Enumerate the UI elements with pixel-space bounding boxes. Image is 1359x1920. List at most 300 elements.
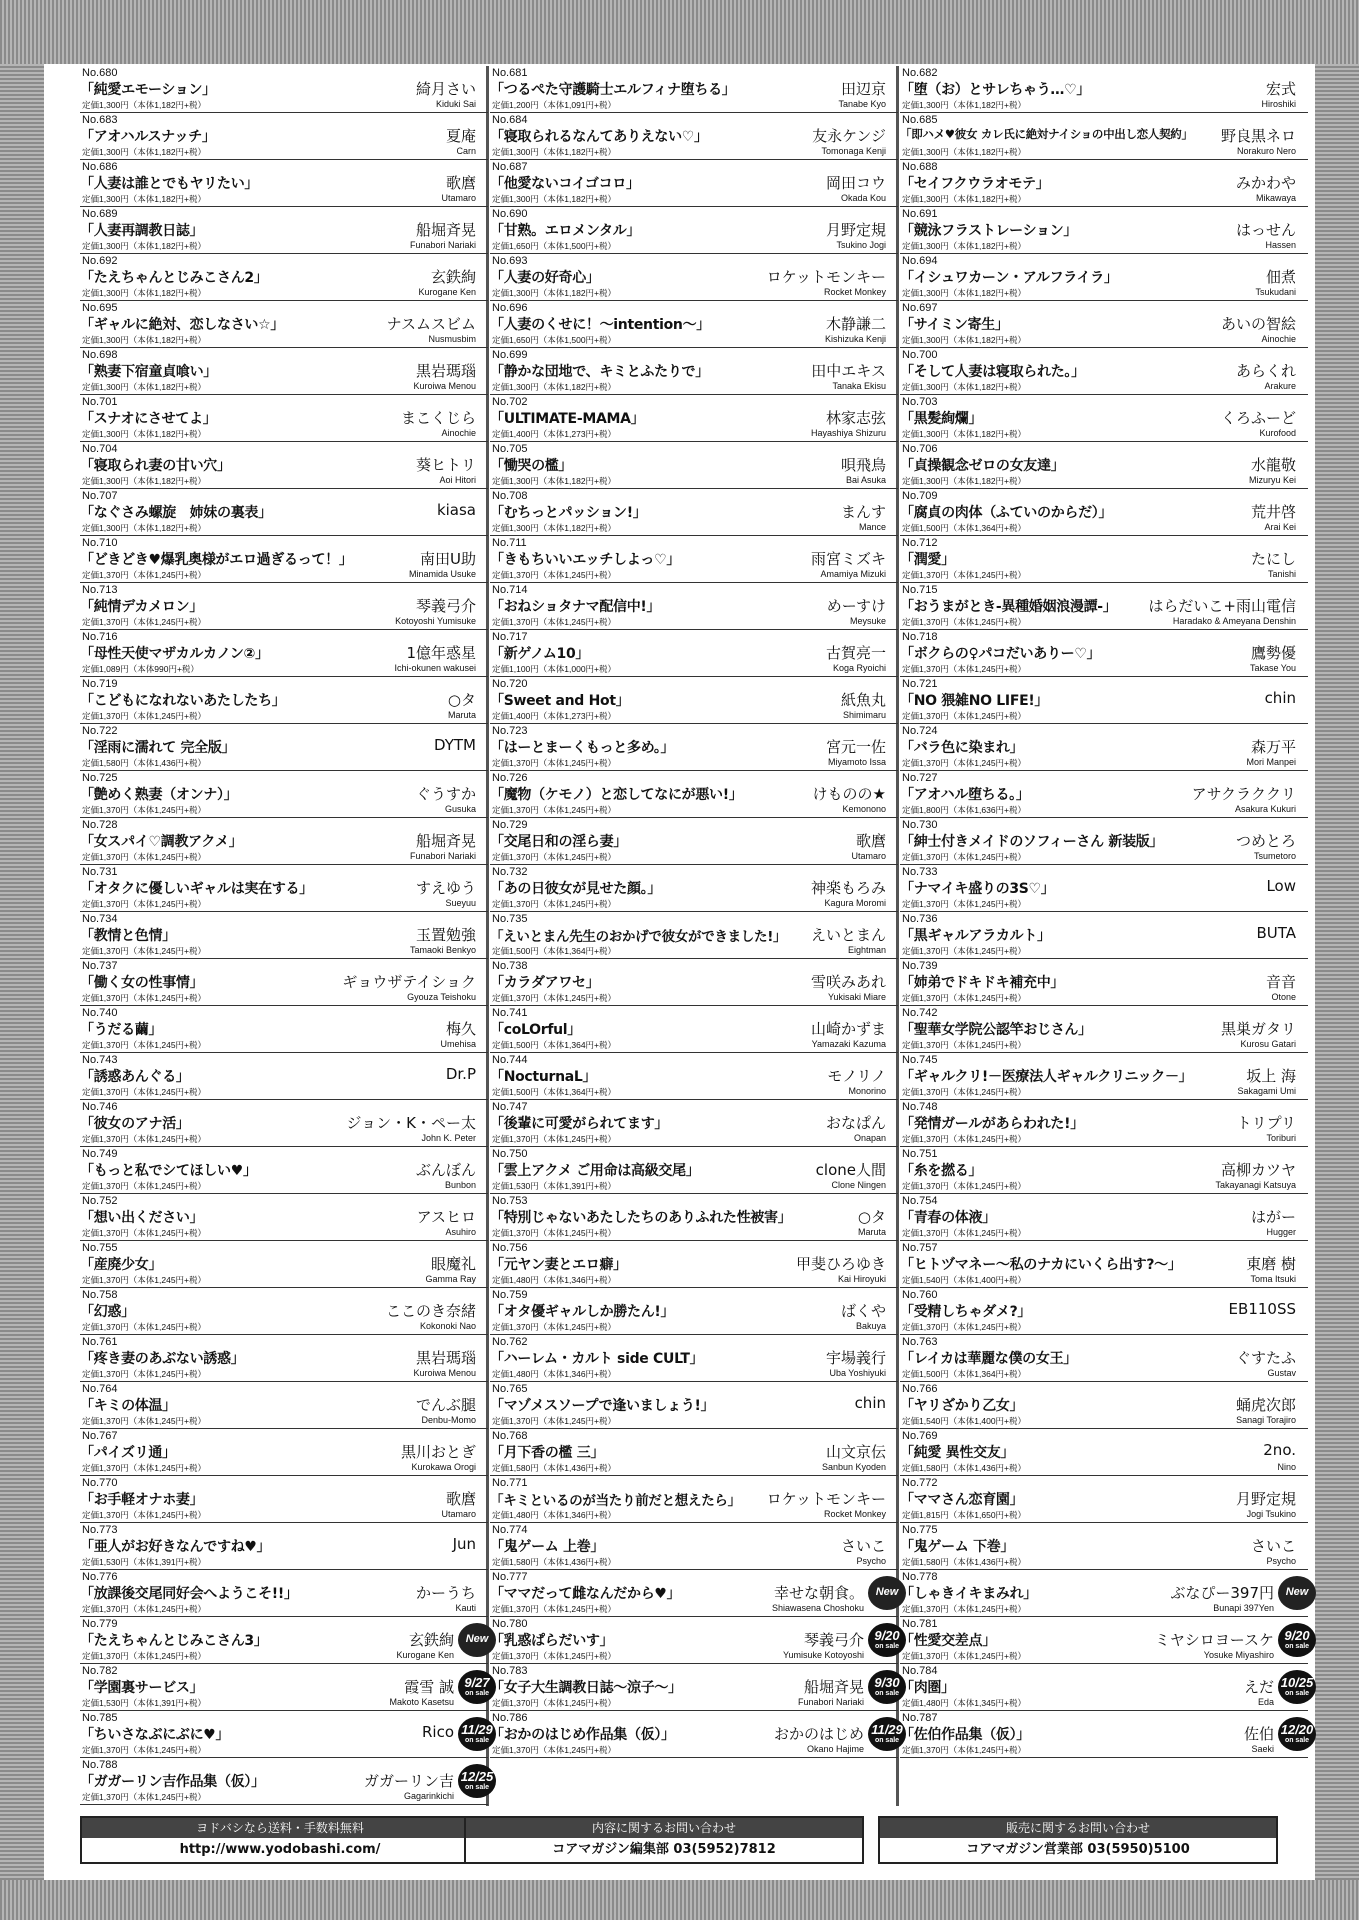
entry-price: 定価1,300円（本体1,182円+税） <box>82 335 207 345</box>
halftone-border-bottom <box>0 1880 1359 1920</box>
entry-author-romaji: Psycho <box>856 1556 886 1566</box>
entry-number: No.749 <box>82 1148 118 1160</box>
catalog-entry <box>490 395 898 442</box>
catalog-entry <box>490 959 898 1006</box>
entry-author: ばくや <box>840 1302 886 1320</box>
entry-number: No.758 <box>82 1289 118 1301</box>
entry-number: No.782 <box>82 1665 118 1677</box>
entry-number: No.771 <box>492 1477 528 1489</box>
entry-price: 定価1,089円（本体990円+税） <box>82 664 199 674</box>
catalog-entry <box>80 348 488 395</box>
entry-price: 定価1,370円（本体1,245円+税） <box>492 1745 617 1755</box>
catalog-entry <box>900 1711 1314 1758</box>
catalog-entry <box>900 489 1308 536</box>
entry-price: 定価1,300円（本体1,182円+税） <box>902 382 1027 392</box>
catalog-entry <box>80 1711 493 1758</box>
entry-author-romaji: Bunapi 397Yen <box>1213 1603 1274 1613</box>
catalog-column-2 <box>490 66 903 1806</box>
entry-author: 高柳カツヤ <box>1220 1161 1296 1179</box>
entry-author: 古賀亮一 <box>825 644 886 662</box>
entry-title: 「慟哭の檻」 <box>490 458 573 474</box>
entry-number: No.773 <box>82 1524 118 1536</box>
entry-price: 定価1,300円（本体1,182円+税） <box>82 429 207 439</box>
badge-label: 10/25 <box>1280 1675 1314 1690</box>
entry-price: 定価1,580円（本体1,436円+税） <box>902 1557 1027 1567</box>
entry-price: 定価1,370円（本体1,245円+税） <box>902 758 1027 768</box>
catalog-entry <box>80 630 488 677</box>
entry-author-romaji: Koga Ryoichi <box>832 663 886 673</box>
entry-author: 岡田コウ <box>825 174 886 192</box>
entry-number: No.745 <box>902 1054 938 1066</box>
entry-number: No.750 <box>492 1148 528 1160</box>
entry-author: Low <box>1266 877 1296 895</box>
entry-number: No.747 <box>492 1101 528 1113</box>
entry-author: ギョウザテイショク <box>342 973 476 991</box>
entry-number: No.739 <box>902 960 938 972</box>
entry-author: ガガーリン吉 <box>363 1772 454 1790</box>
entry-title: 「魔物（ケモノ）と恋してなにが悪い!」 <box>490 787 743 803</box>
entry-title: 「オタ優ギャルしか勝たん!」 <box>490 1304 675 1320</box>
entry-title: 「紳士付きメイドのソフィーさん 新装版」 <box>900 834 1164 850</box>
entry-author: さいこ <box>840 1537 886 1555</box>
entry-author-romaji: Clone Ningen <box>831 1180 886 1190</box>
entry-author: 雨宮ミズキ <box>810 550 886 568</box>
badge-sublabel: on sale <box>874 1690 900 1697</box>
entry-author-romaji: Takase You <box>1249 663 1296 673</box>
catalog-entry <box>900 583 1308 630</box>
entry-number: No.688 <box>902 161 938 173</box>
entry-price: 定価1,370円（本体1,245円+税） <box>82 1651 207 1661</box>
entry-title: 「甘熟。エロメンタル」 <box>490 223 641 239</box>
entry-number: No.684 <box>492 114 528 126</box>
entry-title: 「どきどき♥爆乳奥様がエロ過ぎるって！」 <box>80 552 353 568</box>
entry-title: 「レイカは華麗な僕の女王」 <box>900 1351 1077 1367</box>
entry-author-romaji: Sanbun Kyoden <box>821 1462 886 1472</box>
entry-author: おなぱん <box>825 1114 886 1132</box>
entry-title: 「放課後交尾同好会へようこそ!!」 <box>80 1586 298 1602</box>
entry-title: 「マゾメスソープで逢いましょう!」 <box>490 1398 715 1414</box>
entry-price: 定価1,580円（本体1,436円+税） <box>902 1463 1027 1473</box>
catalog-entry <box>900 1147 1308 1194</box>
entry-price: 定価1,370円（本体1,245円+税） <box>902 617 1027 627</box>
entry-author-romaji: Haradako & Ameyana Denshin <box>1172 616 1296 626</box>
entry-author: 玄鉄絢 <box>408 1631 454 1649</box>
entry-author-romaji: Kagura Moromi <box>824 898 886 908</box>
entry-author: 1億年惑星 <box>406 644 476 662</box>
catalog-entry <box>900 1429 1308 1476</box>
catalog-entry <box>490 771 898 818</box>
entry-author: 南田U助 <box>420 550 476 568</box>
catalog-entry <box>490 865 898 912</box>
entry-author: 田中エキス <box>811 362 886 380</box>
entry-author: 東磨 樹 <box>1246 1255 1296 1273</box>
entry-number: No.732 <box>492 866 528 878</box>
entry-price: 定価1,300円（本体1,182円+税） <box>902 476 1027 486</box>
entry-author-romaji: Tsukino Jogi <box>836 240 886 250</box>
entry-price: 定価1,800円（本体1,636円+税） <box>902 805 1027 815</box>
entry-author-romaji: Tomonaga Kenji <box>821 146 886 156</box>
entry-title: 「ちいさなぶにぶに♥」 <box>80 1727 230 1743</box>
entry-author-romaji: Okano Hajime <box>806 1744 864 1754</box>
entry-title: 「女スパイ♡調教アクメ」 <box>80 834 243 850</box>
entry-price: 定価1,300円（本体1,182円+税） <box>492 382 617 392</box>
entry-author-romaji: Asakura Kukuri <box>1234 804 1296 814</box>
entry-author-romaji: Funabori Nariaki <box>409 240 476 250</box>
entry-price: 定価1,370円（本体1,245円+税） <box>902 993 1027 1003</box>
entry-number: No.744 <box>492 1054 528 1066</box>
entry-number: No.754 <box>902 1195 938 1207</box>
entry-number: No.731 <box>82 866 118 878</box>
entry-title: 「元ヤン妻とエロ癖」 <box>490 1257 627 1273</box>
entry-author: chin <box>854 1394 886 1412</box>
catalog-entry <box>490 724 898 771</box>
entry-price: 定価1,500円（本体1,364円+税） <box>492 1087 617 1097</box>
catalog-entry <box>490 1147 898 1194</box>
entry-title: 「ナマイキ盛りの3S♡」 <box>900 881 1055 897</box>
entry-author: 音音 <box>1265 973 1296 991</box>
catalog-entry <box>900 536 1308 583</box>
entry-author-romaji: Norakuro Nero <box>1236 146 1296 156</box>
entry-author-romaji: Gagarinkichi <box>403 1791 454 1801</box>
entry-author: ぐうすか <box>415 785 476 803</box>
catalog-entry <box>900 1570 1308 1617</box>
entry-author-romaji: Kurogane Ken <box>396 1650 454 1660</box>
release-date-badge <box>1278 1717 1316 1751</box>
entry-price: 定価1,480円（本体1,345円+税） <box>902 1698 1027 1708</box>
entry-title: 「ハーレム・カルト side CULT」 <box>490 1351 704 1367</box>
entry-number: No.720 <box>492 678 528 690</box>
entry-price: 定価1,370円（本体1,245円+税） <box>82 1181 207 1191</box>
catalog-entry <box>80 207 488 254</box>
catalog-entry <box>900 959 1308 1006</box>
entry-author-romaji: Kemonono <box>842 804 886 814</box>
entry-price: 定価1,370円（本体1,245円+税） <box>902 1228 1027 1238</box>
entry-price: 定価1,480円（本体1,346円+税） <box>492 1510 617 1520</box>
entry-number: No.780 <box>492 1618 528 1630</box>
catalog-entry <box>490 677 898 724</box>
entry-author-romaji: Gustav <box>1267 1368 1296 1378</box>
badge-label: 9/20 <box>874 1628 900 1643</box>
entry-price: 定価1,300円（本体1,182円+税） <box>492 523 617 533</box>
entry-number: No.719 <box>82 678 118 690</box>
entry-title: 「たえちゃんとじみこさん3」 <box>80 1633 268 1649</box>
entry-title: 「幻惑」 <box>80 1304 135 1320</box>
entry-author: 葵ヒトリ <box>415 456 476 474</box>
footer-box-sales <box>878 1816 1278 1864</box>
entry-price: 定価1,370円（本体1,245円+税） <box>82 899 207 909</box>
entry-price: 定価1,300円（本体1,182円+税） <box>82 241 207 251</box>
entry-author: あいの智絵 <box>1220 315 1296 333</box>
catalog-entry <box>80 583 488 630</box>
catalog-entry <box>490 818 898 865</box>
entry-price: 定価1,500円（本体1,364円+税） <box>492 946 617 956</box>
catalog-entry <box>490 630 898 677</box>
entry-author: ぶんぼん <box>415 1161 476 1179</box>
entry-author-romaji: Kurosu Gatari <box>1240 1039 1296 1049</box>
catalog-entry <box>490 1335 898 1382</box>
entry-number: No.701 <box>82 396 118 408</box>
entry-number: No.709 <box>902 490 938 502</box>
entry-price: 定価1,300円（本体1,182円+税） <box>902 194 1027 204</box>
entry-title: 「バラ色に染まれ」 <box>900 740 1024 756</box>
entry-title: 「淫雨に濡れて 完全版」 <box>80 740 236 756</box>
catalog-entry <box>900 1476 1308 1523</box>
entry-author: 玄鉄絢 <box>430 268 476 286</box>
entry-number: No.697 <box>902 302 938 314</box>
entry-price: 定価1,300円（本体1,182円+税） <box>82 382 207 392</box>
badge-sublabel: on sale <box>1284 1643 1310 1650</box>
entry-title: 「こどもになれないあたしたち」 <box>80 693 286 709</box>
entry-price: 定価1,500円（本体1,364円+税） <box>492 1040 617 1050</box>
entry-number: No.769 <box>902 1430 938 1442</box>
entry-title: 「働く女の性事情」 <box>80 975 204 991</box>
entry-author-romaji: Yamazaki Kazuma <box>811 1039 886 1049</box>
entry-price: 定価1,370円（本体1,245円+税） <box>492 1604 617 1614</box>
catalog-entry <box>80 160 488 207</box>
entry-author-romaji: Ainochie <box>441 428 476 438</box>
entry-title: 「後輩に可愛がられてます」 <box>490 1116 669 1132</box>
entry-number: No.681 <box>492 67 528 79</box>
entry-author: えだ <box>1243 1678 1274 1696</box>
entry-author: 歌麿 <box>445 1490 476 1508</box>
catalog-entry <box>900 912 1308 959</box>
catalog-column-3 <box>900 66 1314 1806</box>
catalog-entry <box>490 1429 898 1476</box>
entry-price: 定価1,530円（本体1,391円+税） <box>82 1698 207 1708</box>
entry-number: No.775 <box>902 1524 938 1536</box>
entry-author: アスヒロ <box>416 1208 476 1226</box>
entry-number: No.696 <box>492 302 528 314</box>
entry-price: 定価1,815円（本体1,650円+税） <box>902 1510 1027 1520</box>
catalog-entry <box>900 1382 1308 1429</box>
entry-author-romaji: Yukisaki Miare <box>827 992 886 1002</box>
entry-price: 定価1,300円（本体1,182円+税） <box>492 147 617 157</box>
entry-author: 紙魚丸 <box>840 691 886 709</box>
entry-number: No.704 <box>82 443 118 455</box>
entry-author: えいとまん <box>810 926 886 944</box>
catalog-entry <box>490 1053 898 1100</box>
entry-author: おかのはじめ <box>773 1725 864 1743</box>
entry-author-romaji: Uba Yoshiyuki <box>829 1368 886 1378</box>
catalog-entry <box>900 677 1308 724</box>
entry-price: 定価1,370円（本体1,245円+税） <box>902 711 1027 721</box>
entry-title: 「交尾日和の淫ら妻」 <box>490 834 627 850</box>
badge-sublabel: on sale <box>464 1737 490 1744</box>
entry-title: 「ヤリざかり乙女」 <box>900 1398 1024 1414</box>
entry-number: No.735 <box>492 913 528 925</box>
entry-author: Dr.P <box>445 1065 476 1083</box>
entry-author-romaji: Ichi-okunen wakusei <box>394 663 476 673</box>
entry-author-romaji: Sakagami Umi <box>1237 1086 1296 1096</box>
entry-author-romaji: Kurogane Ken <box>418 287 476 297</box>
entry-title: 「母性天使マザカルカノン②」 <box>80 646 269 662</box>
entry-author-romaji: Arai Kei <box>1264 522 1296 532</box>
entry-author-romaji: Tanishi <box>1267 569 1296 579</box>
entry-number: No.737 <box>82 960 118 972</box>
entry-title: 「熟妻下宿童貞喰い」 <box>80 364 217 380</box>
entry-author-romaji: Yumisuke Kotoyoshi <box>782 1650 864 1660</box>
catalog-entry <box>80 66 488 113</box>
footer-sales-phone: コアマガジン営業部 03(5950)5100 <box>880 1838 1276 1862</box>
entry-price: 定価1,300円（本体1,182円+税） <box>82 523 207 533</box>
catalog-entry <box>900 1288 1308 1335</box>
entry-number: No.757 <box>902 1242 938 1254</box>
entry-author: つめとろ <box>1235 832 1296 850</box>
entry-price: 定価1,580円（本体1,436円+税） <box>492 1557 617 1567</box>
catalog-sheet <box>46 66 1312 1878</box>
entry-price: 定価1,370円（本体1,245円+税） <box>492 805 617 815</box>
footer-editorial-heading: 内容に関するお問い合わせ <box>466 1818 862 1838</box>
entry-number: No.742 <box>902 1007 938 1019</box>
entry-number: No.729 <box>492 819 528 831</box>
entry-number: No.766 <box>902 1383 938 1395</box>
entry-author: ここのき奈緒 <box>385 1302 476 1320</box>
entry-author: 雪咲みあれ <box>810 973 886 991</box>
entry-title: 「競泳フラストレーション」 <box>900 223 1078 239</box>
entry-title: 「Sweet and Hot」 <box>490 693 630 709</box>
catalog-entry <box>490 442 898 489</box>
entry-author-romaji: Arakure <box>1264 381 1296 391</box>
entry-author: くろふーど <box>1220 409 1296 427</box>
entry-title: 「姉弟でドキドキ補充中」 <box>900 975 1065 991</box>
entry-title: 「女子大生調教日誌～涼子～」 <box>490 1680 682 1696</box>
entry-author: 神楽もろみ <box>810 879 886 897</box>
entry-title: 「たえちゃんとじみこさん2」 <box>80 270 268 286</box>
entry-title: 「えいとまん先生のおかげで彼女ができました!」 <box>490 929 787 945</box>
entry-author: 甲斐ひろゆき <box>795 1255 886 1273</box>
entry-author-romaji: Funabori Nariaki <box>409 851 476 861</box>
entry-author: 宮元一佐 <box>825 738 886 756</box>
entry-number: No.759 <box>492 1289 528 1301</box>
entry-title: 「純情デカメロン」 <box>80 599 204 615</box>
entry-title: 「お手軽オナホ妻」 <box>80 1492 204 1508</box>
entry-author: 眼魔礼 <box>430 1255 476 1273</box>
badge-label: New <box>1285 1586 1309 1598</box>
entry-title: 「イシュワカーン・アルフライラ」 <box>900 270 1118 286</box>
entry-title: 「きもちいいエッチしよっ♡」 <box>490 552 681 568</box>
entry-author-romaji: Kotoyoshi Yumisuke <box>395 616 476 626</box>
entry-title: 「ULTIMATE-MAMA」 <box>490 411 645 427</box>
entry-author-romaji: Takayanagi Katsuya <box>1215 1180 1296 1190</box>
entry-price: 定価1,370円（本体1,245円+税） <box>82 852 207 862</box>
catalog-entry <box>900 1664 1314 1711</box>
entry-author-romaji: Hiroshiki <box>1261 99 1296 109</box>
entry-price: 定価1,370円（本体1,245円+税） <box>902 1087 1027 1097</box>
entry-price: 定価1,300円（本体1,182円+税） <box>902 100 1027 110</box>
entry-title: 「即ハメ♥彼女 カレ氏に絶対ナイショの中出し恋人契約」 <box>900 127 1193 141</box>
entry-author-romaji: Mikawaya <box>1255 193 1296 203</box>
entry-number: No.774 <box>492 1524 528 1536</box>
entry-price: 定価1,370円（本体1,245円+税） <box>902 1322 1027 1332</box>
catalog-entry <box>490 1288 898 1335</box>
entry-title: 「黒髪絢爛」 <box>900 411 983 427</box>
entry-author: トリプリ <box>1236 1114 1296 1132</box>
catalog-entry <box>900 724 1308 771</box>
entry-number: No.785 <box>82 1712 118 1724</box>
footer-box-shop <box>80 1816 480 1864</box>
entry-author: 林家志弦 <box>825 409 886 427</box>
footer-box-editorial <box>464 1816 864 1864</box>
catalog-entry <box>900 207 1308 254</box>
entry-title: 「オタクに優しいギャルは実在する」 <box>80 881 313 897</box>
entry-price: 定価1,370円（本体1,245円+税） <box>492 617 617 627</box>
entry-number: No.703 <box>902 396 938 408</box>
footer-shop-url[interactable]: http://www.yodobashi.com/ <box>82 1838 478 1862</box>
catalog-entry <box>80 395 488 442</box>
entry-author-romaji: Rocket Monkey <box>823 287 886 297</box>
entry-author-romaji: Okada Kou <box>840 193 886 203</box>
entry-author: アサクラククリ <box>1191 785 1296 803</box>
entry-price: 定価1,370円（本体1,245円+税） <box>82 1134 207 1144</box>
entry-title: 「あの日彼女が見せた顔。」 <box>490 881 662 897</box>
entry-number: No.783 <box>492 1665 528 1677</box>
entry-title: 「うだる繭」 <box>80 1022 163 1038</box>
entry-number: No.738 <box>492 960 528 972</box>
entry-price: 定価1,300円（本体1,182円+税） <box>82 476 207 486</box>
entry-title: 「おうまがとき-異種婚姻浪漫譚-」 <box>900 599 1117 615</box>
badge-sublabel: on sale <box>464 1784 490 1791</box>
entry-number: No.787 <box>902 1712 938 1724</box>
entry-number: No.741 <box>492 1007 528 1019</box>
entry-number: No.776 <box>82 1571 118 1583</box>
entry-title: 「ヒトヅマネー～私のナカにいくら出す?～」 <box>900 1257 1182 1273</box>
badge-label: 11/29 <box>871 1722 903 1737</box>
entry-price: 定価1,300円（本体1,182円+税） <box>82 288 207 298</box>
entry-number: No.748 <box>902 1101 938 1113</box>
entry-price: 定価1,480円（本体1,346円+税） <box>492 1369 617 1379</box>
entry-number: No.770 <box>82 1477 118 1489</box>
entry-price: 定価1,370円（本体1,245円+税） <box>82 1369 207 1379</box>
entry-author-romaji: Jogi Tsukino <box>1246 1509 1296 1519</box>
entry-number: No.734 <box>82 913 118 925</box>
catalog-entry <box>490 66 898 113</box>
entry-number: No.707 <box>82 490 118 502</box>
entry-number: No.690 <box>492 208 528 220</box>
catalog-entry <box>80 442 488 489</box>
catalog-entry <box>80 536 488 583</box>
catalog-entry <box>900 630 1308 677</box>
catalog-entry <box>80 1288 488 1335</box>
catalog-entry <box>490 1664 898 1711</box>
entry-title: 「教情と色情」 <box>80 928 176 944</box>
catalog-entry <box>80 1194 488 1241</box>
entry-price: 定価1,370円（本体1,245円+税） <box>82 1510 207 1520</box>
entry-title: 「黒ギャルアラカルト」 <box>900 928 1051 944</box>
entry-price: 定価1,370円（本体1,245円+税） <box>492 993 617 1003</box>
catalog-entry <box>80 1382 488 1429</box>
entry-author: 友永ケンジ <box>812 127 886 145</box>
entry-title: 「アオハル堕ちる。」 <box>900 787 1030 803</box>
entry-author-romaji: Amamiya Mizuki <box>820 569 886 579</box>
entry-author-romaji: Funabori Nariaki <box>797 1697 864 1707</box>
entry-number: No.693 <box>492 255 528 267</box>
entry-author-romaji: John K. Peter <box>421 1133 476 1143</box>
entry-number: No.710 <box>82 537 118 549</box>
catalog-entry <box>490 1382 898 1429</box>
entry-title: 「潤愛」 <box>900 552 955 568</box>
entry-author-romaji: Utamaro <box>851 851 886 861</box>
footer-contacts <box>46 1816 1312 1876</box>
entry-title: 「他愛ないコイゴコロ」 <box>490 176 640 192</box>
catalog-entry <box>490 536 898 583</box>
entry-author-romaji: Tanaka Ekisu <box>832 381 886 391</box>
entry-author: ○タ <box>447 691 476 709</box>
catalog-entry <box>900 395 1308 442</box>
catalog-entry <box>490 489 898 536</box>
catalog-entry <box>80 1523 488 1570</box>
catalog-entry <box>490 1100 898 1147</box>
entry-number: No.694 <box>902 255 938 267</box>
